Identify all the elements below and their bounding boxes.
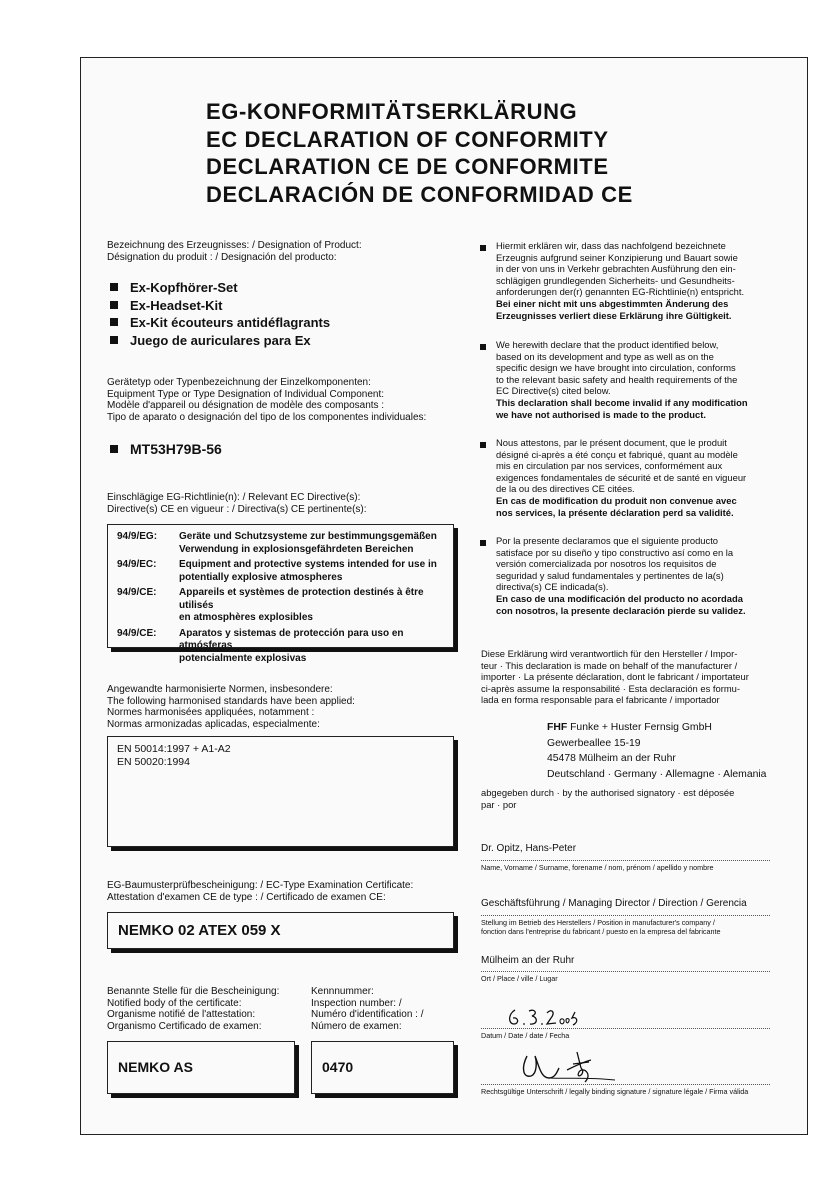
declaration-line: Por la presente declaramos que el siguiente producto	[496, 535, 719, 546]
manufacturer-statement	[481, 648, 770, 706]
title-block	[206, 98, 633, 208]
place-field-label: Ort / Place / ville / Lugar	[481, 974, 558, 983]
standards-label: Normes harmonisées appliquées, notamment :	[107, 707, 315, 718]
bullet-icon	[480, 540, 486, 546]
notified-body-labels	[107, 986, 279, 1032]
directives-box	[107, 524, 454, 664]
signatory-name: Dr. Opitz, Hans-Peter	[481, 843, 577, 854]
declaration-bold-line: nos services, la présente déclaration perd sa validité.	[496, 506, 734, 518]
standards-label: Normas armonizadas aplicadas, especialmente:	[107, 718, 320, 730]
manufacturer-statement-line: importer · La présente déclaration, dont le fabricant / importateur	[481, 671, 749, 683]
manufacturer-street: Gewerbeallee 15-19	[547, 737, 641, 749]
date-field-label: Datum / Date / date / Fecha	[481, 1031, 570, 1040]
divider	[481, 860, 770, 861]
declaration-line: désigné ci-après a été conçu et fabriqué, quant au modèle	[496, 448, 738, 460]
list-item: Ex-Kit écouteurs antidéflagrants	[110, 314, 330, 332]
declaration-line: to the relevant basic safety and health requirements of the	[496, 373, 738, 385]
divider	[481, 1028, 770, 1029]
bullet-icon	[110, 336, 118, 344]
manufacturer-statement-line: Diese Erklärung wird verantwortlich für den Hersteller / Impor-	[481, 648, 738, 659]
declaration-bold-line: we have not authorised is made to the product.	[496, 408, 706, 420]
signature-field-label: Rechtsgültige Unterschrift / legally binding signature / signature légale / Firma válida	[481, 1087, 749, 1096]
certificate-box	[107, 912, 454, 949]
declaration-line: EC Directive(s) cited below.	[496, 385, 611, 397]
type-value: MT53H79B-56	[110, 441, 222, 459]
signatory-line: abgegeben durch · by the authorised signatory · est déposée	[481, 787, 735, 798]
type-label: Equipment Type or Type Designation of Individual Component:	[107, 388, 385, 400]
declaration-bold-line: En caso de una modificación del producto no acordada	[496, 592, 743, 604]
declaration-line: Nous attestons, par le présent document, que le produit	[496, 437, 727, 448]
declaration-line: mis en circulation par nos services, conformément aux	[496, 460, 723, 472]
standards-list	[117, 743, 231, 769]
declaration-en	[496, 339, 770, 420]
declaration-bold-line: Erzeugnisses verliert diese Erklärung ihre Gültigkeit.	[496, 309, 732, 321]
declaration-line: de la ou des directives CE citées.	[496, 483, 635, 495]
bullet-icon	[480, 344, 486, 350]
bullet-icon	[480, 442, 486, 448]
declaration-de	[496, 240, 770, 321]
divider	[481, 1084, 770, 1085]
inspection-label: Numéro d'identification : /	[311, 1009, 424, 1020]
manufacturer-country: Deutschland · Germany · Allemagne · Alemania	[547, 768, 767, 780]
manufacturer-statement-line: lada en forma responsable para el fabricante / importador	[481, 694, 720, 706]
manufacturer-name	[547, 720, 766, 736]
directive-row: 94/9/EG: Geräte und Schutzsysteme zur bestimmungsgemäßen Verwendung in explosionsgefährdeten Bereichen	[117, 531, 437, 555]
handwritten-date-icon	[505, 1004, 585, 1028]
manufacturer-statement-line: ci-après assume la responsabilité · Esta declaración es formu-	[481, 682, 740, 694]
declaration-line: directiva(s) CE indicada(s).	[496, 581, 609, 593]
product-list	[110, 279, 330, 349]
notified-body-box	[107, 1041, 295, 1094]
notified-body-label: Organisme notifié de l'attestation:	[107, 1009, 256, 1020]
declaration-line: based on its development and type as well as on the	[496, 350, 714, 362]
title-en: EC DECLARATION OF CONFORMITY	[206, 126, 609, 152]
type-label: Gerätetyp oder Typenbezeichnung der Einzelkomponenten:	[107, 377, 371, 388]
inspection-box	[311, 1041, 454, 1094]
declaration-line: schlägigen grundlegenden Sicherheits- und Gesundheits-	[496, 274, 735, 286]
standards-label: Angewandte harmonisierte Normen, insbesondere:	[107, 684, 333, 695]
standards-labels	[107, 684, 355, 730]
directive-row: 94/9/EC: Equipment and protective systems intended for use in potentially explosive atmospheres	[117, 559, 437, 583]
type-label: Tipo de aparato o designación del tipo de los componentes individuales:	[107, 411, 427, 423]
notified-body-label: Benannte Stelle für die Bescheinigung:	[107, 986, 280, 997]
position-field-label	[481, 918, 721, 936]
title-fr: DECLARATION CE DE CONFORMITE	[206, 154, 609, 179]
declaration-fr	[496, 437, 770, 518]
declaration-es	[496, 535, 770, 616]
declaration-line: in der von uns in Verkehr gebrachten Ausführung den ein-	[496, 263, 736, 275]
certificate-label-2: Attestation d'examen CE de type : / Certificado de examen CE:	[107, 891, 386, 903]
standards-box	[107, 736, 454, 847]
inspection-label: Kennnummer:	[311, 986, 374, 997]
declaration-line: specific design we have brought into circulation, conforms	[496, 362, 736, 374]
declaration-bold-line: En cas de modification du produit non convenue avec	[496, 494, 737, 506]
directive-row: 94/9/CE: Appareils et systèmes de protection destinés à être utilisés en atmosphères explosibles	[117, 587, 424, 623]
manufacturer-statement-line: teur · This declaration is made on behalf of the manufacturer /	[481, 659, 738, 671]
directives-label-2: Directive(s) CE en vigueur : / Directiva(s) CE pertinente(s):	[107, 503, 367, 515]
manufacturer-city: 45478 Mülheim an der Ruhr	[547, 753, 676, 764]
list-item: Ex-Kopfhörer-Set	[110, 279, 330, 297]
declaration-bold-line: con nosotros, la presente declaración pierde su validez.	[496, 604, 746, 616]
declaration-line: versión comercializada por nosotros los requisitos de	[496, 558, 717, 570]
notified-body-value: NEMKO AS	[118, 1059, 193, 1075]
bullet-icon	[110, 301, 118, 309]
bullet-icon	[480, 245, 486, 251]
certificate-value: NEMKO 02 ATEX 059 X	[118, 922, 281, 939]
signatory-statement	[481, 787, 770, 810]
declaration-bold-line: This declaration shall become invalid if any modification	[496, 396, 748, 408]
standard-value: EN 50020:1994	[117, 756, 190, 768]
standard-value: EN 50014:1997 + A1-A2	[117, 743, 231, 755]
certificate-label	[107, 880, 413, 903]
product-label	[107, 240, 362, 263]
position-label-line: fonction dans l'entreprise du fabricant / puesto en la empresa del fabricante	[481, 927, 721, 936]
declaration-line: Erzeugnis aufgrund seiner Konzipierung und Bauart sowie	[496, 251, 738, 263]
inspection-label: Número de examen:	[311, 1020, 402, 1032]
type-labels	[107, 377, 426, 423]
declaration-line: exigences fondamentales de sécurité et de santé en vigueur	[496, 471, 747, 483]
standards-label: The following harmonised standards have been applied:	[107, 695, 355, 707]
list-item: Ex-Headset-Kit	[110, 297, 330, 315]
notified-body-label: Notified body of the certificate:	[107, 997, 242, 1009]
directive-row: 94/9/CE: Aparatos y sistemas de protección para uso en atmósferas potencialmente explosivas	[117, 627, 404, 664]
inspection-labels	[311, 986, 424, 1032]
divider	[481, 915, 770, 916]
bullet-icon	[110, 283, 118, 291]
type-label: Modèle d'appareil ou désignation de modèle des composants :	[107, 400, 385, 411]
product-label-1: Bezeichnung des Erzeugnisses: / Designation of Product:	[107, 240, 362, 251]
manufacturer-company: Funke + Huster Fernsig GmbH	[567, 722, 712, 733]
signature-place: Mülheim an der Ruhr	[481, 955, 575, 966]
manufacturer-brand: FHF	[547, 722, 568, 733]
position-label-line: Stellung im Betrieb des Herstellers / Position in manufacturer's company /	[481, 918, 715, 927]
title-es: DECLARACIÓN DE CONFORMIDAD CE	[206, 181, 633, 207]
signatory-position: Geschäftsführung / Managing Director / Direction / Gerencia	[481, 898, 747, 909]
declaration-line: We herewith declare that the product identified below,	[496, 339, 719, 350]
directives-list	[117, 531, 457, 665]
title-de: EG-KONFORMITÄTSERKLÄRUNG	[206, 99, 578, 124]
directives-label	[107, 492, 367, 515]
declaration-bold-line: Bei einer nicht mit uns abgestimmten Änderung des	[496, 297, 729, 309]
manufacturer-address	[547, 720, 766, 782]
directives-label-1: Einschlägige EG-Richtlinie(n): / Relevant EC Directive(s):	[107, 492, 361, 503]
inspection-value: 0470	[322, 1059, 354, 1075]
bullet-icon	[110, 318, 118, 326]
inspection-label: Inspection number: /	[311, 997, 402, 1009]
signatory-line: par · por	[481, 798, 517, 810]
declaration-line: anforderungen der(r) genannten EG-Richtlinie(n) entspricht.	[496, 286, 745, 298]
list-item: Juego de auriculares para Ex	[110, 332, 330, 350]
certificate-label-1: EG-Baumusterprüfbescheinigung: / EC-Type Examination Certificate:	[107, 880, 414, 891]
product-label-2: Désignation du produit : / Designación del producto:	[107, 251, 337, 263]
declaration-line: satisface por su diseño y tipo constructivo así como en la	[496, 546, 734, 558]
name-field-label: Name, Vorname / Surname, forename / nom, prénom / apellido y nombre	[481, 863, 714, 872]
signature-icon	[515, 1048, 625, 1088]
divider	[481, 971, 770, 972]
notified-body-label: Organismo Certificado de examen:	[107, 1020, 262, 1032]
declaration-line: seguridad y salud fundamentales y pertinentes de la(s)	[496, 569, 724, 581]
bullet-icon	[110, 445, 118, 453]
declaration-line: Hiermit erklären wir, dass das nachfolgend bezeichnete	[496, 240, 726, 251]
